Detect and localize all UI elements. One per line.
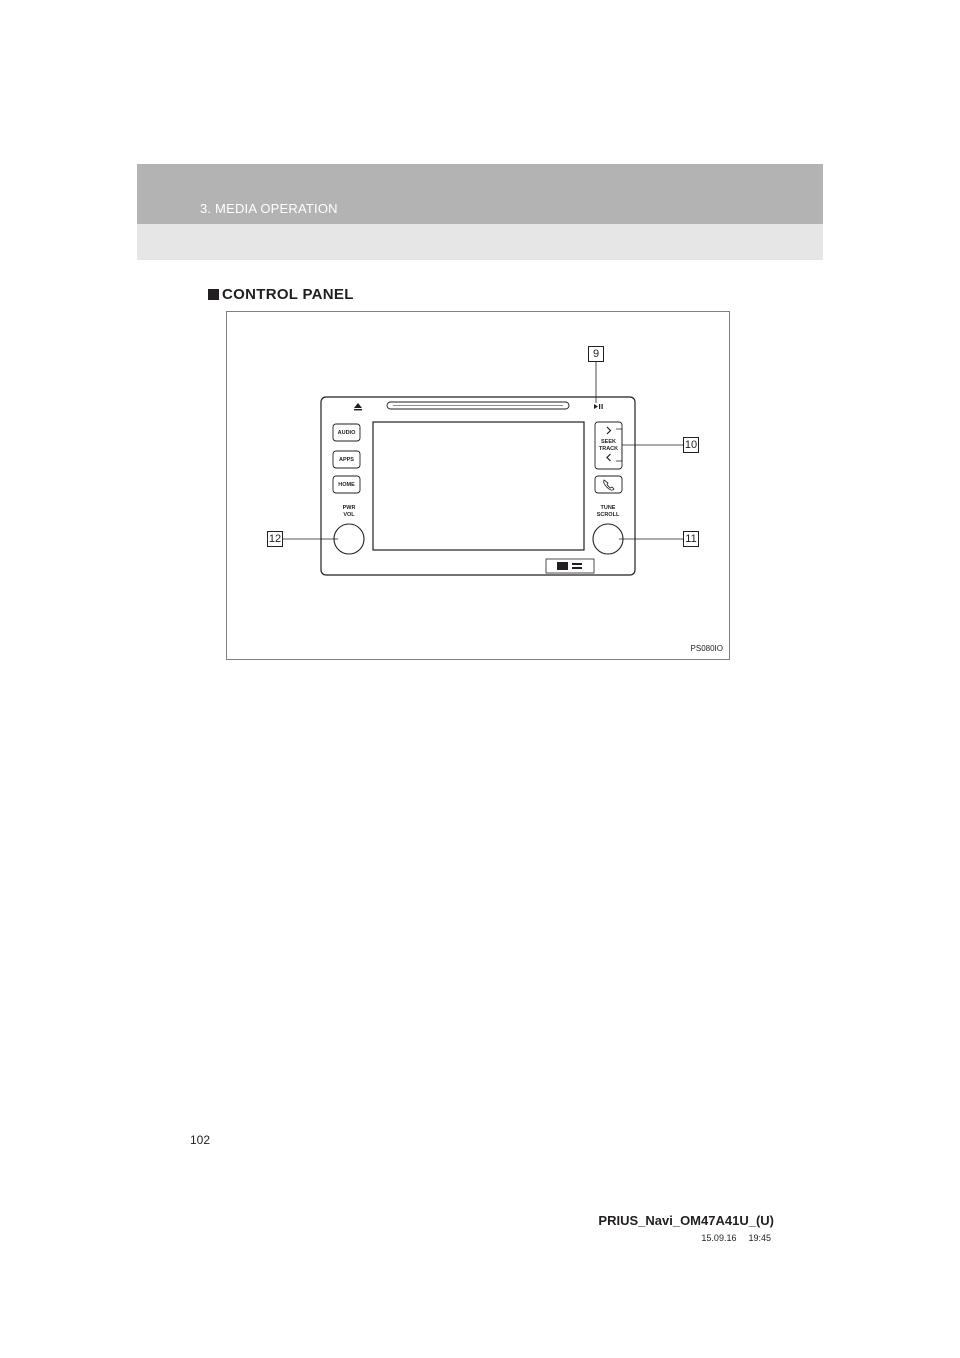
- audio-button-label: AUDIO: [337, 430, 356, 436]
- callout-9: 9: [588, 346, 604, 362]
- apps-button[interactable]: [333, 457, 360, 464]
- control-panel-figure: [226, 311, 730, 660]
- track-label: TRACK: [598, 445, 619, 452]
- display-screen: [373, 422, 584, 550]
- section-title: 3. MEDIA OPERATION: [200, 201, 338, 216]
- callout-11: 11: [683, 531, 699, 547]
- page-number: 102: [190, 1133, 211, 1147]
- seek-track-label: [595, 439, 622, 452]
- pwr-vol-knob: [334, 524, 364, 554]
- header-subband: [137, 224, 823, 260]
- home-button-label: HOME: [338, 482, 355, 488]
- figure-code: PS080IO: [690, 644, 723, 653]
- audio-button[interactable]: [333, 430, 360, 437]
- apps-button-label: APPS: [339, 457, 354, 463]
- pwr-label: PWR: [342, 505, 356, 511]
- sd-card-slot: [546, 559, 594, 573]
- vol-label: VOL: [343, 511, 355, 518]
- subheading-text: CONTROL PANEL: [222, 286, 354, 303]
- phone-button-shape: [595, 476, 622, 493]
- tune-label: TUNE: [600, 505, 616, 511]
- callout-12: 12: [268, 533, 282, 545]
- pwr-vol-label: [333, 505, 365, 518]
- tune-scroll-label: [591, 505, 625, 518]
- subheading: [208, 286, 354, 303]
- home-button[interactable]: [333, 482, 360, 489]
- footer-timestamp: [701, 1233, 771, 1243]
- callout-10: 10: [684, 439, 698, 451]
- seek-label: SEEK: [601, 439, 616, 445]
- footer-time: 19:45: [748, 1233, 771, 1243]
- head-unit-drawing: [227, 312, 731, 661]
- tune-scroll-knob: [593, 524, 623, 554]
- footer-doc-id: PRIUS_Navi_OM47A41U_(U): [598, 1213, 774, 1228]
- footer-date: 15.09.16: [701, 1233, 737, 1243]
- square-bullet-icon: [208, 289, 219, 300]
- scroll-label: SCROLL: [596, 511, 620, 518]
